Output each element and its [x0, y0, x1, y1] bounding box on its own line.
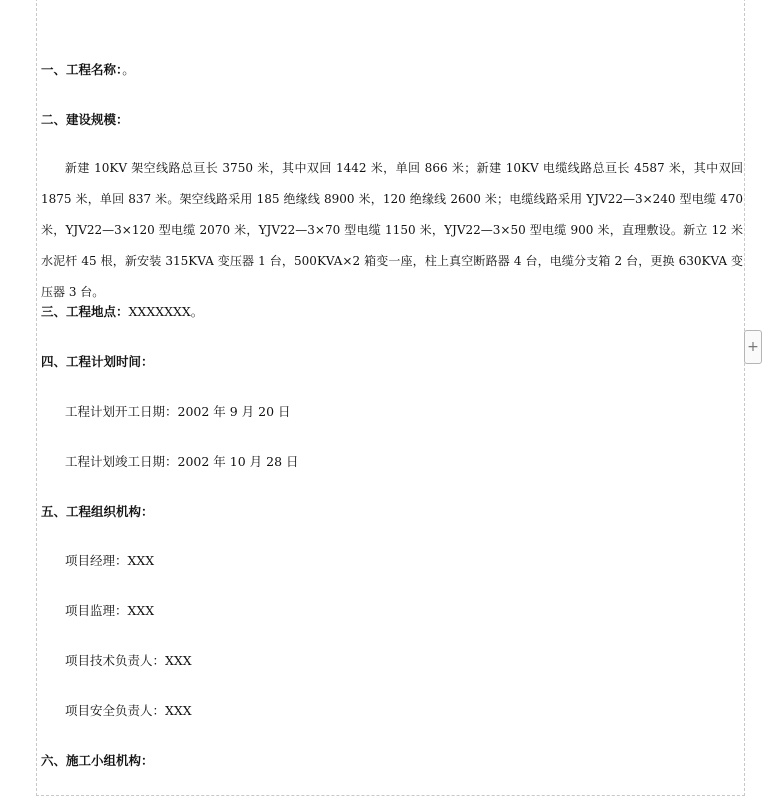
org-item-project-manager: 项目经理：XXX — [65, 553, 155, 568]
section-4-heading: 四、工程计划时间： — [41, 354, 154, 369]
planned-start-date: 工程计划开工日期：2002 年 9 月 20 日 — [65, 404, 291, 419]
document-page — [36, 0, 745, 796]
org-item-safety-lead: 项目安全负责人：XXX — [65, 703, 192, 718]
section-2-heading: 二、建设规模： — [41, 112, 129, 127]
section-3-title: 三、工程地点： — [41, 304, 129, 319]
section-1-heading — [41, 61, 135, 79]
section-1-title: 一、工程名称： — [41, 62, 123, 77]
org-item-technical-lead: 项目技术负责人：XXX — [65, 653, 192, 668]
section-1-value: 。 — [122, 62, 135, 77]
expand-plus-button[interactable] — [744, 330, 762, 364]
section-3-heading — [41, 303, 203, 321]
planned-end-date: 工程计划竣工日期：2002 年 10 月 28 日 — [65, 454, 299, 469]
construction-scale-paragraph: 新建 10KV 架空线路总亘长 3750 米，其中双回 1442 米，单回 866 米；新建 10KV 电缆线路总亘长 4587 米，其中双回 1875 米，单回 837 米。架空线路采用 185 绝缘线 8900 米，120 绝缘线 2600 米；电缆线路采用 YJV22—3×240 型电缆 470 米，YJV22—3×120 型电缆 2070 米，YJV22—3×70 型电缆 1150 米，YJV22—3×50 型电缆 900 米，直理敷设。新立 12 米水泥杆 45 根，新安装 315KVA 变压器 1 台，500KVA×2 箱变一座，柱上真空断路器 4 台，电缆分支箱 2 台，更换 630KVA 变压器 3 台。 — [41, 161, 743, 299]
plus-icon: + — [747, 339, 759, 355]
section-6-heading: 六、施工小组机构： — [41, 753, 154, 768]
org-item-project-supervisor: 项目监理：XXX — [65, 603, 155, 618]
section-3-value: XXXXXXX。 — [128, 304, 204, 319]
section-5-heading: 五、工程组织机构： — [41, 504, 154, 519]
